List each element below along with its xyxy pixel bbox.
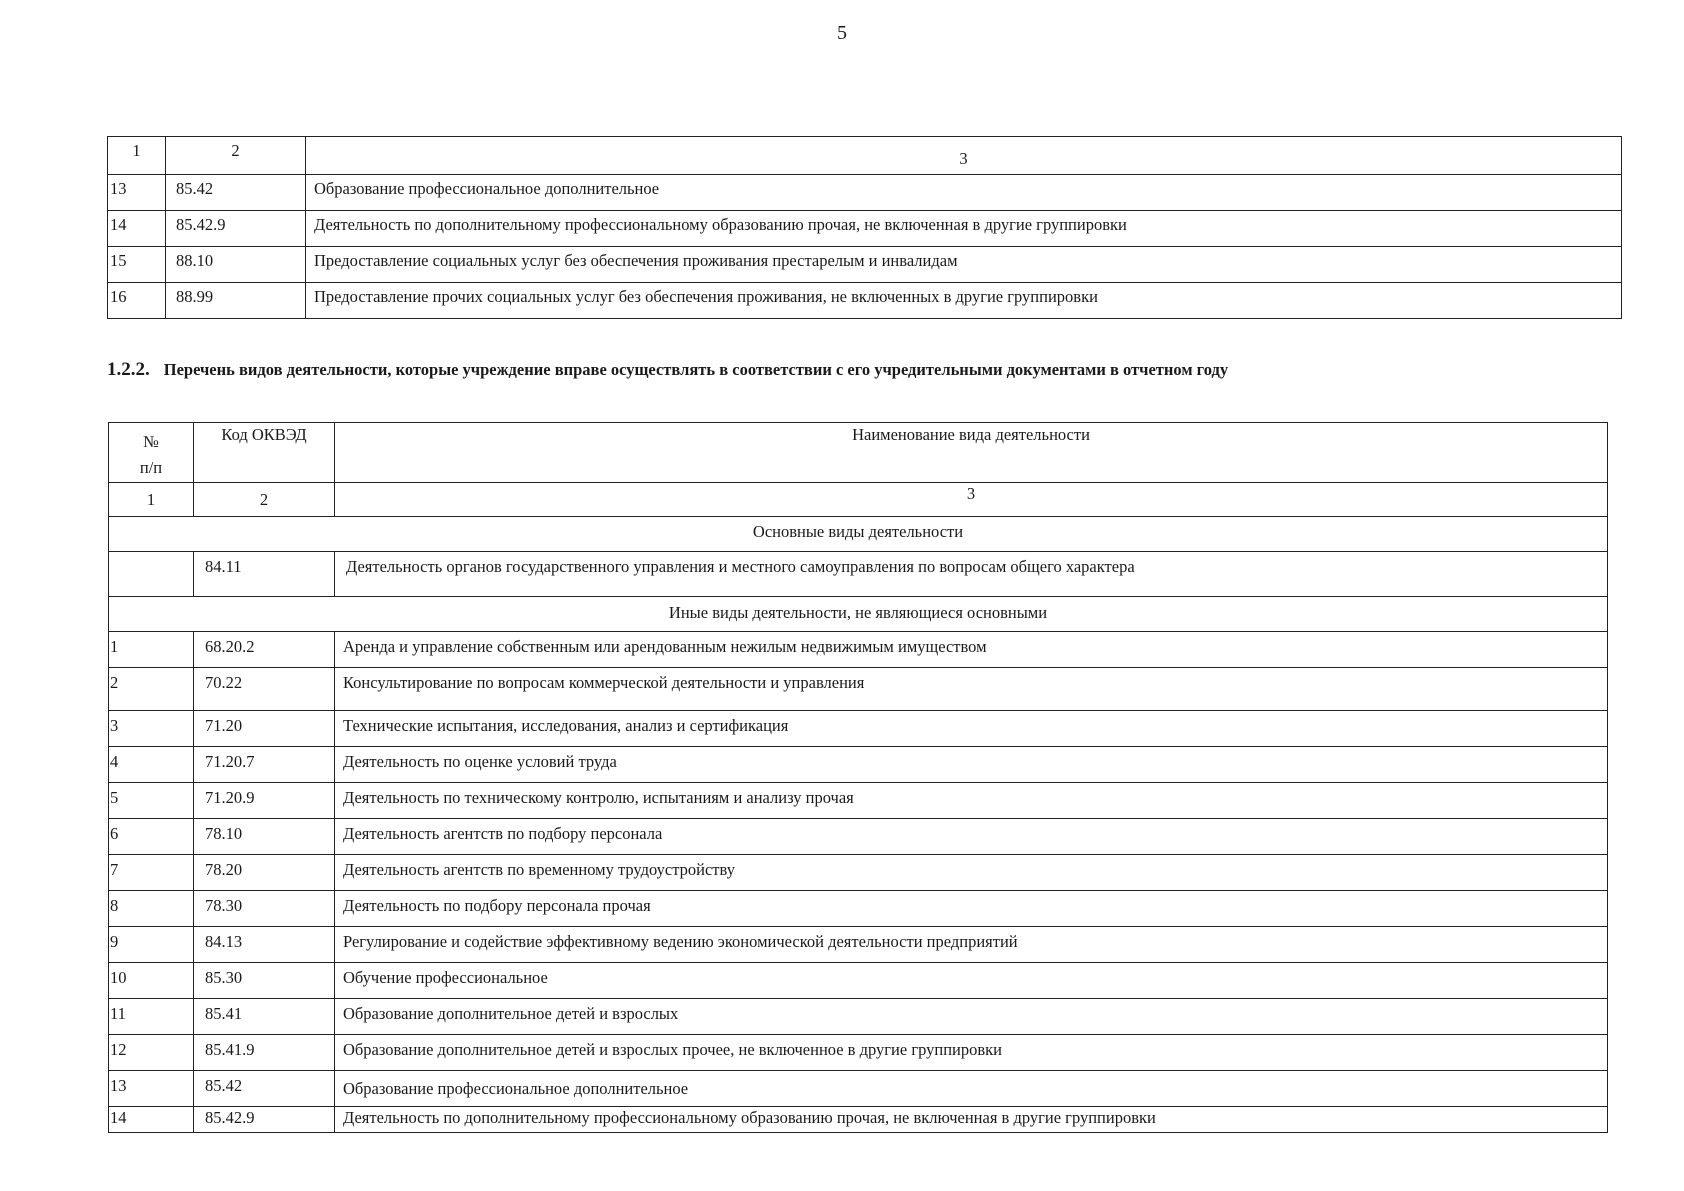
row-number: 2 — [109, 668, 194, 711]
activity-name: Образование дополнительное детей и взрослых — [335, 999, 1608, 1035]
activity-name: Регулирование и содействие эффективному ведению экономической деятельности предприятий — [335, 927, 1608, 963]
section-title: Перечень видов деятельности, которые учреждение вправе осуществлять в соответствии с его учредительными документами в отчетном году — [163, 360, 1229, 379]
row-number: 14 — [109, 1107, 194, 1133]
table-header-row — [109, 423, 1608, 483]
activity-name: Деятельность по техническому контролю, испытаниям и анализу прочая — [335, 783, 1608, 819]
group-title: Основные виды деятельности — [109, 517, 1608, 552]
header-cell-code: Код ОКВЭД — [194, 423, 335, 483]
okved-code: 88.99 — [166, 283, 306, 319]
row-number: 5 — [109, 783, 194, 819]
okved-code: 78.30 — [194, 891, 335, 927]
header-num-symbol: № — [143, 432, 159, 451]
okved-code: 78.20 — [194, 855, 335, 891]
table-row — [109, 963, 1608, 999]
okved-code: 85.41.9 — [194, 1035, 335, 1071]
row-number: 13 — [109, 1071, 194, 1107]
activity-name: Аренда и управление собственным или арендованным нежилым недвижимым имуществом — [335, 632, 1608, 668]
okved-code: 85.30 — [194, 963, 335, 999]
table-row — [109, 552, 1608, 597]
activity-name: Предоставление прочих социальных услуг без обеспечения проживания, не включенных в другие группировки — [306, 283, 1622, 319]
activity-name: Технические испытания, исследования, анализ и сертификация — [335, 711, 1608, 747]
okved-code: 71.20.9 — [194, 783, 335, 819]
row-number: 8 — [109, 891, 194, 927]
header-cell-name: 3 — [306, 137, 1622, 175]
row-number: 6 — [109, 819, 194, 855]
activity-name: Деятельность по дополнительному профессиональному образованию прочая, не включенная в другие группировки — [306, 211, 1622, 247]
activity-name: Деятельность по дополнительному профессиональному образованию прочая, не включенная в другие группировки — [335, 1107, 1608, 1133]
table-row — [109, 747, 1608, 783]
okved-code: 88.10 — [166, 247, 306, 283]
page-number: 5 — [837, 22, 847, 44]
table-row — [109, 891, 1608, 927]
activity-name: Деятельность по подбору персонала прочая — [335, 891, 1608, 927]
group-header-other — [109, 597, 1608, 632]
activity-name: Деятельность агентств по временному трудоустройству — [335, 855, 1608, 891]
okved-code: 68.20.2 — [194, 632, 335, 668]
okved-code: 78.10 — [194, 819, 335, 855]
activity-name: Деятельность по оценке условий труда — [335, 747, 1608, 783]
table-row — [108, 211, 1622, 247]
table-row — [109, 1071, 1608, 1107]
okved-code: 84.11 — [194, 552, 335, 597]
row-number — [109, 552, 194, 597]
section-heading — [107, 359, 1228, 381]
activity-name: Образование дополнительное детей и взрослых прочее, не включенное в другие группировки — [335, 1035, 1608, 1071]
section-number: 1.2.2. — [107, 359, 150, 380]
row-number: 7 — [109, 855, 194, 891]
header-cell-num — [109, 423, 194, 483]
okved-code: 85.42 — [194, 1071, 335, 1107]
okved-code: 70.22 — [194, 668, 335, 711]
header-num-abbrev: п/п — [139, 458, 163, 477]
okved-code: 71.20.7 — [194, 747, 335, 783]
row-number: 12 — [109, 1035, 194, 1071]
table-row — [109, 632, 1608, 668]
row-number: 14 — [108, 211, 166, 247]
activity-name: Образование профессиональное дополнительное — [306, 175, 1622, 211]
table-header-row — [108, 137, 1622, 175]
column-index-row — [109, 483, 1608, 517]
activity-name: Предоставление социальных услуг без обеспечения проживания престарелым и инвалидам — [306, 247, 1622, 283]
index-cell: 1 — [109, 483, 194, 517]
group-header-main — [109, 517, 1608, 552]
table-row — [109, 999, 1608, 1035]
okved-code: 85.42.9 — [166, 211, 306, 247]
activity-name: Консультирование по вопросам коммерческой деятельности и управления — [335, 668, 1608, 711]
okved-code: 85.42.9 — [194, 1107, 335, 1133]
group-title: Иные виды деятельности, не являющиеся основными — [109, 597, 1608, 632]
table-row — [109, 1107, 1608, 1133]
table-row — [108, 175, 1622, 211]
okved-code: 84.13 — [194, 927, 335, 963]
activity-name: Деятельность агентств по подбору персонала — [335, 819, 1608, 855]
table-row — [108, 283, 1622, 319]
permitted-activities-table — [108, 422, 1608, 1133]
row-number: 3 — [109, 711, 194, 747]
row-number: 10 — [109, 963, 194, 999]
table-row — [109, 1035, 1608, 1071]
row-number: 4 — [109, 747, 194, 783]
header-cell-num: 1 — [108, 137, 166, 175]
row-number: 11 — [109, 999, 194, 1035]
row-number: 15 — [108, 247, 166, 283]
activity-name: Обучение профессиональное — [335, 963, 1608, 999]
row-number: 16 — [108, 283, 166, 319]
index-cell: 2 — [194, 483, 335, 517]
activities-table-continued — [107, 136, 1622, 319]
table-row — [109, 668, 1608, 711]
header-cell-name: Наименование вида деятельности — [335, 423, 1608, 483]
activity-name: Образование профессиональное дополнительное — [335, 1071, 1608, 1107]
row-number: 1 — [109, 632, 194, 668]
table-row — [108, 247, 1622, 283]
header-cell-code: 2 — [166, 137, 306, 175]
okved-code: 85.42 — [166, 175, 306, 211]
table-row — [109, 711, 1608, 747]
okved-code: 85.41 — [194, 999, 335, 1035]
okved-code: 71.20 — [194, 711, 335, 747]
row-number: 13 — [108, 175, 166, 211]
table-row — [109, 927, 1608, 963]
table-row — [109, 855, 1608, 891]
table-row — [109, 819, 1608, 855]
row-number: 9 — [109, 927, 194, 963]
table-row — [109, 783, 1608, 819]
index-cell: 3 — [335, 483, 1608, 517]
activity-name: Деятельность органов государственного управления и местного самоуправления по вопросам общего характера — [335, 552, 1608, 597]
